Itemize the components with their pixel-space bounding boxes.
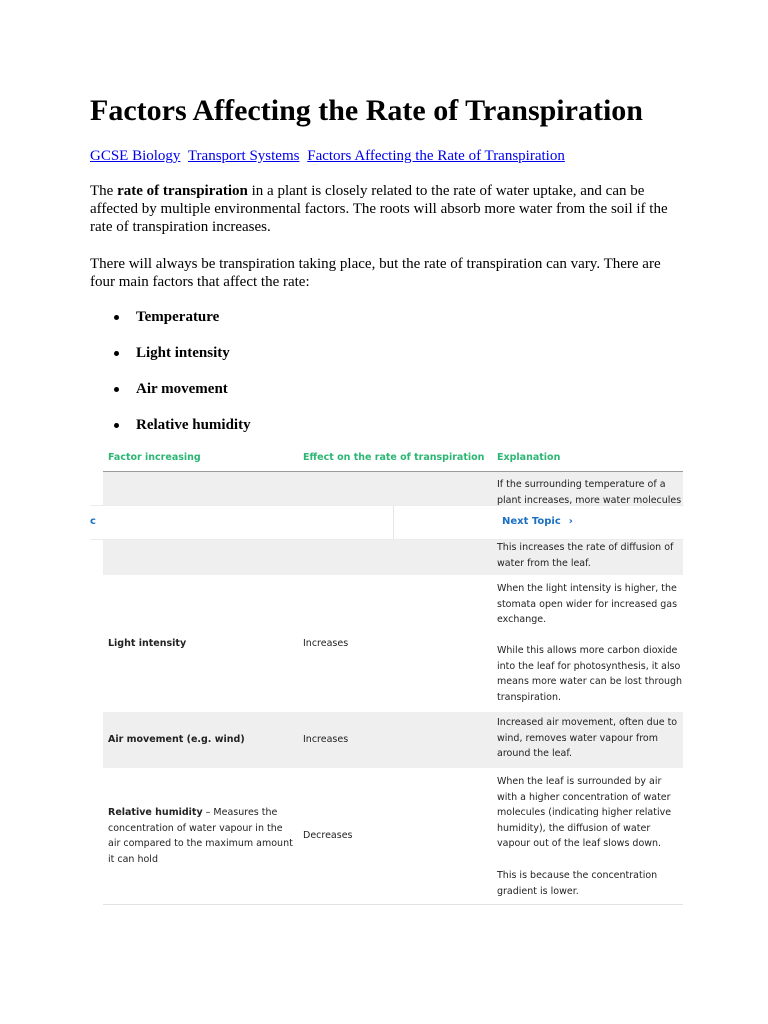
intro-text-start: The — [90, 183, 118, 199]
page-title: Factors Affecting the Rate of Transpiration — [90, 94, 643, 127]
explanation-cell: This increases the rate of diffusion of water from the leaf. — [497, 542, 674, 569]
factor-name: Relative humidity — [108, 807, 203, 818]
factors-intro-paragraph: There will always be transpiration taking place, but the rate of transpiration can vary. There are four main factors that affect the rate: — [90, 256, 661, 290]
intro-text-end: in a plant is closely related to the rate of water uptake, and can be affected by multiple environmental factors. The roots will absorb more water from the soil if the rate of transpiration increases. — [90, 183, 668, 235]
explanation-cell: While this allows more carbon dioxide into the leaf for photosynthesis, it also means more water can be lost through transpiration. — [497, 645, 683, 703]
table-row — [103, 769, 683, 905]
next-topic-button[interactable] — [502, 516, 573, 527]
explanation-cell: If the surrounding temperature of a plant increases, more water molecules — [497, 479, 682, 506]
topic-navigation-bar — [90, 505, 684, 540]
previous-topic-link[interactable]: c — [90, 516, 96, 527]
chevron-right-icon: › — [568, 516, 573, 527]
header-effect: Effect on the rate of transpiration — [303, 452, 485, 463]
explanation-cell: Increased air movement, often due to wind, removes water vapour from around the leaf. — [497, 717, 678, 759]
list-item: Air movement — [136, 380, 251, 416]
effect-cell: Increases — [303, 638, 349, 649]
factor-cell: Light intensity — [108, 638, 187, 649]
breadcrumb-transport-systems[interactable]: Transport Systems — [187, 148, 300, 164]
effect-cell: Decreases — [303, 830, 353, 841]
factor-note: – Measures the concentration of water vapour in the air compared to the maximum amount it can hold — [108, 807, 293, 865]
intro-bold-term: rate of transpiration — [117, 183, 248, 199]
table-row — [103, 576, 683, 711]
list-item: Relative humidity — [136, 416, 251, 452]
factor-cell — [108, 805, 296, 867]
breadcrumb-current-topic[interactable]: Factors Affecting the Rate of Transpiration — [307, 148, 565, 164]
factors-list — [90, 308, 251, 452]
effect-cell: Increases — [303, 734, 349, 745]
header-factor: Factor increasing — [108, 452, 201, 463]
explanation-cell: When the leaf is surrounded by air with a higher concentration of water molecules (indicating higher relative humidity), the diffusion of water vapour out of the leaf slows down. — [497, 776, 672, 849]
explanation-cell: This is because the concentration gradient is lower. — [497, 870, 658, 897]
list-item: Light intensity — [136, 344, 251, 380]
explanation-cell: When the light intensity is higher, the stomata open wider for increased gas exchange. — [497, 583, 678, 625]
nav-divider — [393, 506, 394, 539]
factor-cell: Air movement (e.g. wind) — [108, 734, 245, 745]
breadcrumb — [90, 147, 569, 165]
header-explanation: Explanation — [497, 452, 561, 463]
breadcrumb-gcse-biology[interactable]: GCSE Biology — [90, 148, 181, 164]
list-item: Temperature — [136, 308, 251, 344]
table-row — [103, 712, 683, 768]
intro-paragraph — [90, 182, 680, 236]
table-header — [103, 446, 683, 472]
next-topic-label: Next Topic — [502, 516, 561, 527]
